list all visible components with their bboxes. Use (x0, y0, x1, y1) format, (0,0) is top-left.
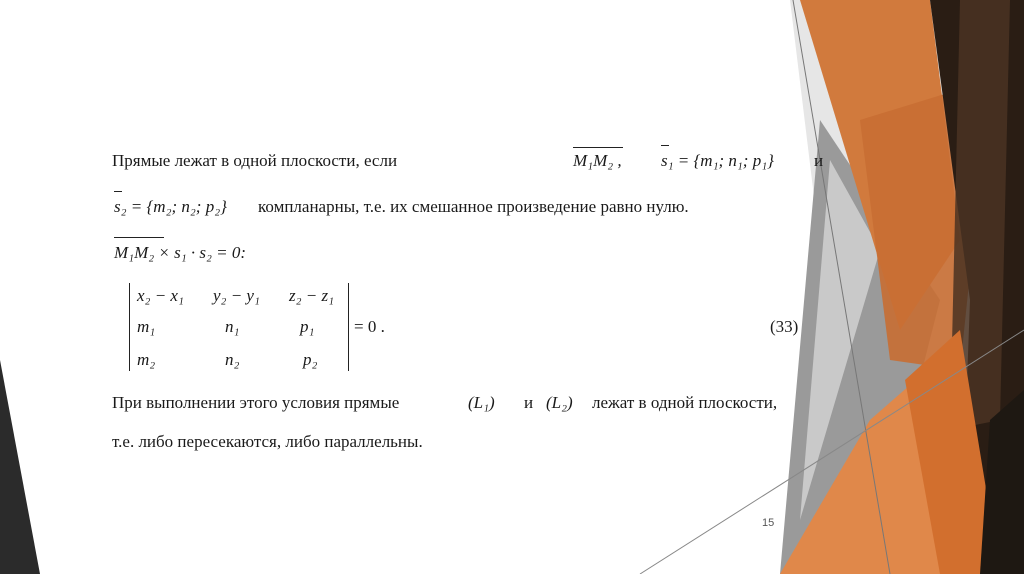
vector-bar-s1 (661, 145, 669, 146)
line-l1: (L₁) (468, 393, 495, 412)
det-cell-2-2: n₁ (225, 317, 240, 336)
line5-text-b: лежат в одной плоскости, (592, 393, 778, 412)
det-cell-3-2: n₂ (225, 350, 240, 369)
vector-bar-m1m2 (573, 147, 623, 148)
line5-and: и (524, 393, 534, 412)
vector-m1m2: M₁M₂ , (573, 151, 622, 170)
mixed-product-formula: M₁M₂ × s₁ · s₂ = 0: (114, 243, 247, 262)
left-dark-wedge (0, 360, 40, 574)
equation-number: (33) (770, 317, 799, 336)
det-cell-1-2: y₂ − y₁ (213, 286, 260, 305)
determinant-equals-zero: = 0 . (354, 317, 385, 336)
s1-equation: s₁ = {m₁; n₁; p₁} (661, 151, 774, 170)
determinant-right-bar (348, 283, 349, 371)
vector-bar-s2 (114, 191, 122, 192)
line1-and: и (814, 151, 824, 170)
line6-text: т.е. либо пересекаются, либо параллельны. (112, 432, 423, 451)
line1-prefix: Прямые лежат в одной плоскости, если (112, 151, 398, 170)
det-cell-3-1: m₂ (137, 350, 156, 369)
det-cell-2-3: p₁ (300, 317, 315, 336)
det-cell-1-1: x₂ − x₁ (137, 286, 184, 305)
det-cell-3-3: p₂ (303, 350, 318, 369)
page-number: 15 (762, 517, 775, 529)
line2-text: компланарны, т.е. их смешанное произведение равно нулю. (258, 197, 689, 216)
determinant-left-bar (129, 283, 130, 371)
det-cell-2-1: m₁ (137, 317, 156, 336)
line-l2: (L₂) (546, 393, 573, 412)
det-cell-1-3: z₂ − z₁ (289, 286, 335, 305)
line5-text-a: При выполнении этого условия прямые (112, 393, 400, 412)
s2-equation: s₂ = {m₂; n₂; p₂} (114, 197, 227, 216)
vector-bar-m1m2-2 (114, 237, 164, 238)
